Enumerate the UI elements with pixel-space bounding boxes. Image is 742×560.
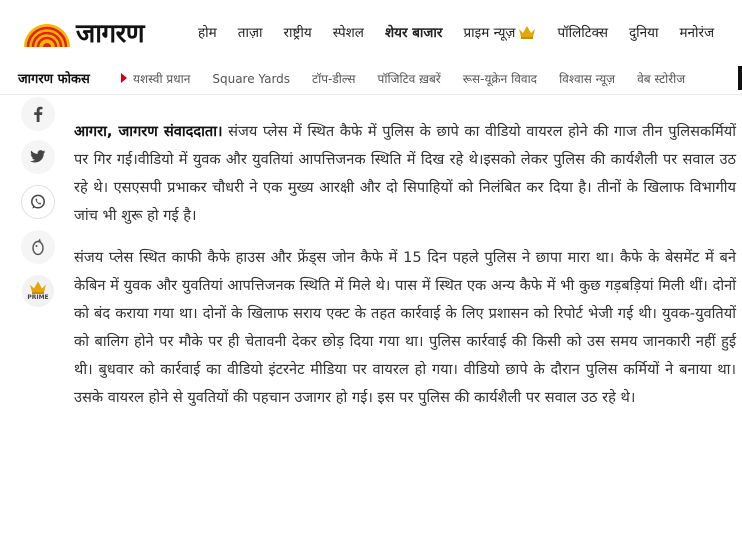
- facebook-share-button[interactable]: [21, 97, 55, 131]
- crown-icon: [29, 281, 47, 294]
- focus-item[interactable]: पॉजिटिव ख़बरें: [377, 72, 441, 86]
- nav-entertainment[interactable]: मनोरंज: [679, 25, 715, 41]
- site-logo[interactable]: [22, 18, 144, 50]
- logo-sun-icon: [22, 19, 72, 49]
- nav-share-market[interactable]: शेयर बाजार: [384, 25, 443, 41]
- logo-wordmark: जागरण: [76, 19, 145, 49]
- paragraph-text: संजय प्लेस में स्थित कैफे में पुलिस के छापे का वीडियो वायरल होने की गाज तीन पुलिसकर्मियों पर गिर गई।वीडियो में युवक और युवतियां आपत्तिजनक स्थिति में दिख रहे थे।इसको लेकर पुलिस की कार्यशैली पर सवाल उठ रहे थे। एसएसपी प्रभाकर चौधरी ने एक मुख्य आरक्षी और दो सिपाहियों को निलंबित कर दिया है। तीनों के खिलाफ विभागीय जांच भी शुरू हो गई है।: [74, 123, 736, 224]
- focus-arrow-icon: [121, 73, 127, 83]
- nav-home[interactable]: होम: [198, 25, 217, 41]
- article-paragraph: [74, 244, 736, 412]
- scroll-edge[interactable]: [738, 66, 742, 90]
- nav-national[interactable]: राष्ट्रीय: [283, 25, 312, 41]
- byline: आगरा, जागरण संवाददाता।: [74, 123, 223, 140]
- focus-bar: [0, 62, 742, 95]
- nav-special[interactable]: स्पेशल: [332, 25, 364, 41]
- twitter-share-button[interactable]: [21, 140, 55, 174]
- paragraph-text: संजय प्लेस स्थित काफी कैफे हाउस और फ्रेंड्स जोन कैफे में 15 दिन पहले पुलिस ने छापा मारा था। कैफे के बेसमेंट में बने केबिन में युवक और युवतियां आपत्तिजनक स्थिति में मिले थे। पास में स्थित एक अन्य कैफे में भी कुछ गड़बड़ियां मिली थीं। दोनों को बंद कराया गया था। दोनों के खिलाफ सराय एक्ट के तहत कार्रवाई के लिए प्रशासन को रिपोर्ट भेजी गई थी। युवक-युवतियों को बालिग होने पर मौके पर ही चेतावनी देकर छोड़ दिया गया था। पुलिस कार्रवाई की किसी को उस समय जानकारी नहीं हुई थी। बुधवार को कार्रवाई का वीडियो इंटरनेट मीडिया पर वायरल हो गया। वीडियो छापे के दौरान पुलिस कर्मियों ने बनाया था। उसके वायरल होने से युवतियों की पहचान उजागर हो गई। इस पर पुलिस की कार्यशैली पर सवाल उठ रहे थे।: [74, 249, 736, 406]
- prime-label: PRIME: [27, 294, 49, 301]
- focus-item[interactable]: यशस्वी प्रधान: [133, 72, 191, 86]
- nav-prime-news-label: प्राइम न्यूज़: [463, 25, 516, 41]
- nav-world[interactable]: दुनिया: [629, 25, 659, 41]
- article-paragraph: [74, 118, 736, 230]
- whatsapp-icon: [30, 194, 46, 210]
- focus-label: जागरण फोकस: [18, 72, 90, 87]
- focus-item[interactable]: विश्वास न्यूज़: [559, 72, 616, 86]
- prime-button[interactable]: [22, 275, 54, 307]
- focus-item[interactable]: टॉप-डील्स: [312, 72, 356, 86]
- koo-icon: [31, 238, 45, 256]
- nav-latest[interactable]: ताज़ा: [237, 25, 263, 41]
- focus-nav: [133, 70, 707, 88]
- focus-item[interactable]: रूस-यूक्रेन विवाद: [462, 72, 538, 86]
- koo-share-button[interactable]: [21, 230, 55, 264]
- twitter-icon: [30, 150, 46, 164]
- focus-item[interactable]: वेब स्टोरीज: [637, 72, 686, 86]
- nav-prime-news[interactable]: [463, 22, 536, 44]
- article-body: [74, 118, 736, 426]
- site-header: [0, 0, 742, 63]
- facebook-icon: [31, 106, 45, 122]
- whatsapp-share-button[interactable]: [21, 185, 55, 219]
- crown-icon: [518, 25, 536, 39]
- focus-item[interactable]: Square Yards: [212, 72, 291, 86]
- nav-politics[interactable]: पॉलिटिक्स: [557, 25, 608, 41]
- main-nav: [198, 22, 735, 44]
